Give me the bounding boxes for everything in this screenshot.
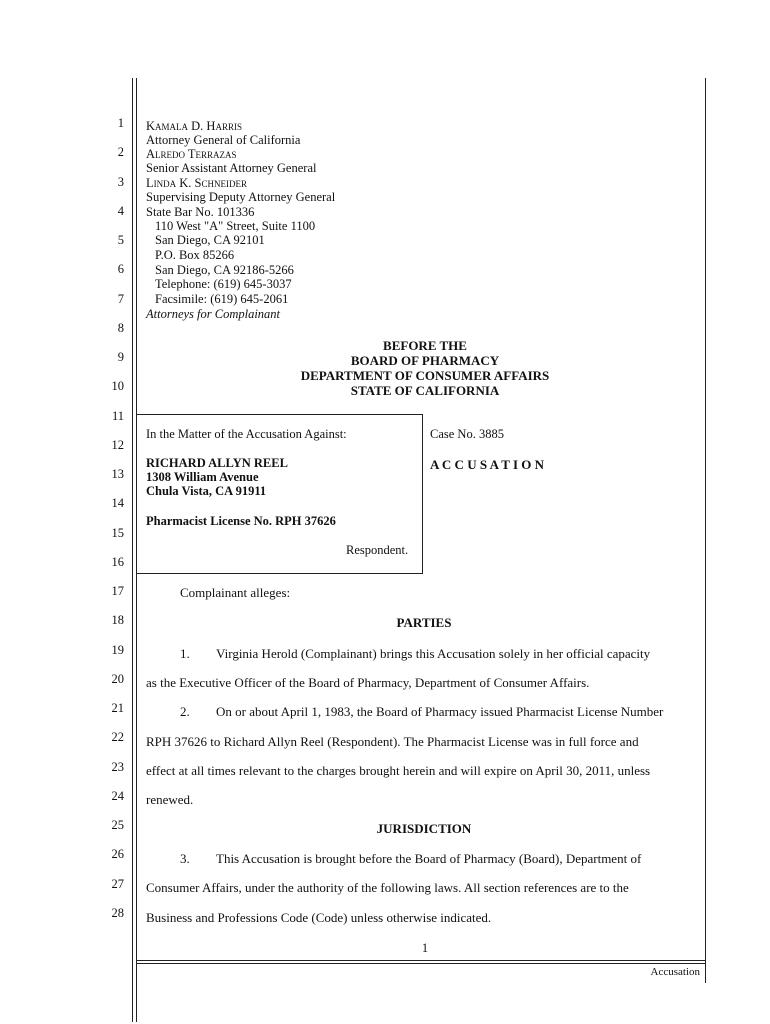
- deputy-attorney-name: Linda K. Schneider: [146, 176, 247, 190]
- paragraph-3-line-3: Business and Professions Code (Code) unless otherwise indicated.: [146, 910, 492, 925]
- line-number: 22: [111, 730, 124, 744]
- line-number: 16: [111, 555, 124, 569]
- line-number: 18: [111, 613, 124, 627]
- paragraph-1-line-1: Virginia Herold (Complainant) brings this Accusation solely in her official capacity: [216, 646, 651, 661]
- line-number: 20: [111, 672, 124, 686]
- paragraph-3-line-1: This Accusation is brought before the Board of Pharmacy (Board), Department of: [216, 851, 642, 866]
- line-number: 9: [117, 350, 124, 364]
- street-address: 110 West "A" Street, Suite 1100: [155, 219, 316, 233]
- footer-rule: [137, 960, 705, 961]
- line-number: 11: [111, 409, 124, 423]
- counsel-role: Attorneys for Complainant: [146, 307, 281, 321]
- agency-line-4: STATE OF CALIFORNIA: [350, 383, 500, 398]
- left-margin-rule-outer: [132, 78, 133, 1022]
- paragraph-2-line-1: On or about April 1, 1983, the Board of Pharmacy issued Pharmacist License Number: [216, 704, 664, 719]
- respondent-address-2: Chula Vista, CA 91911: [146, 484, 267, 498]
- line-number: 3: [117, 175, 124, 189]
- paragraph-2-line-2: RPH 37626 to Richard Allyn Reel (Respondent). The Pharmacist License was in full force and: [146, 734, 639, 749]
- line-number: 25: [111, 818, 124, 832]
- footer-rule-2: [137, 963, 705, 964]
- matter-intro: In the Matter of the Accusation Against:: [146, 427, 347, 441]
- line-number: 8: [117, 321, 124, 335]
- license-number: Pharmacist License No. RPH 37626: [146, 514, 336, 528]
- respondent-label: Respondent.: [346, 543, 409, 557]
- complainant-alleges: Complainant alleges:: [180, 585, 291, 600]
- line-number: 12: [111, 438, 124, 452]
- line-number: 24: [111, 789, 124, 803]
- facsimile: Facsimile: (619) 645-2061: [155, 292, 289, 306]
- senior-attorney-name: Alredo Terrazas: [146, 147, 237, 161]
- paragraph-1-number: 1.: [180, 646, 190, 661]
- parties-heading: PARTIES: [396, 615, 452, 630]
- line-number: 17: [111, 584, 124, 598]
- agency-line-3: DEPARTMENT OF CONSUMER AFFAIRS: [300, 368, 550, 383]
- line-number: 13: [111, 467, 124, 481]
- agency-line-1: BEFORE THE: [383, 338, 467, 353]
- document-type: A C C U S A T I O N: [430, 457, 545, 472]
- line-number: 6: [117, 262, 124, 276]
- telephone: Telephone: (619) 645-3037: [155, 277, 292, 291]
- attorney-name: Kamala D. Harris: [146, 119, 242, 133]
- senior-attorney-title: Senior Assistant Attorney General: [146, 161, 317, 175]
- line-number: 27: [111, 877, 124, 891]
- line-number: 2: [117, 145, 124, 159]
- deputy-attorney-title: Supervising Deputy Attorney General: [146, 190, 336, 204]
- line-number: 28: [111, 906, 124, 920]
- line-number: 10: [111, 379, 124, 393]
- line-number: 4: [117, 204, 124, 218]
- attorney-title: Attorney General of California: [146, 133, 301, 147]
- line-number: 5: [117, 233, 124, 247]
- city-address: San Diego, CA 92101: [155, 233, 265, 247]
- respondent-name: RICHARD ALLYN REEL: [146, 456, 288, 470]
- line-number: 21: [111, 701, 124, 715]
- line-number: 23: [111, 760, 124, 774]
- page-number: 1: [421, 941, 429, 955]
- line-number: 15: [111, 526, 124, 540]
- line-number: 1: [117, 116, 124, 130]
- po-box-city: San Diego, CA 92186-5266: [155, 263, 294, 277]
- po-box: P.O. Box 85266: [155, 248, 235, 262]
- right-margin-rule: [705, 78, 706, 983]
- footer-label: Accusation: [650, 966, 700, 978]
- state-bar-number: State Bar No. 101336: [146, 205, 255, 219]
- paragraph-2-number: 2.: [180, 704, 190, 719]
- agency-line-2: BOARD OF PHARMACY: [350, 353, 500, 368]
- jurisdiction-heading: JURISDICTION: [376, 821, 472, 836]
- respondent-address-1: 1308 William Avenue: [146, 470, 259, 484]
- line-number: 26: [111, 847, 124, 861]
- paragraph-3-number: 3.: [180, 851, 190, 866]
- line-number: 19: [111, 643, 124, 657]
- case-number: Case No. 3885: [430, 427, 504, 441]
- paragraph-1-line-2: as the Executive Officer of the Board of Pharmacy, Department of Consumer Affairs.: [146, 675, 590, 690]
- paragraph-2-line-3: effect at all times relevant to the charges brought herein and will expire on April 30, 2011, unless: [146, 763, 651, 778]
- line-number: 14: [111, 496, 124, 510]
- paragraph-3-line-2: Consumer Affairs, under the authority of the following laws. All section references are to the: [146, 880, 629, 895]
- line-number: 7: [117, 292, 124, 306]
- paragraph-2-line-4: renewed.: [146, 792, 194, 807]
